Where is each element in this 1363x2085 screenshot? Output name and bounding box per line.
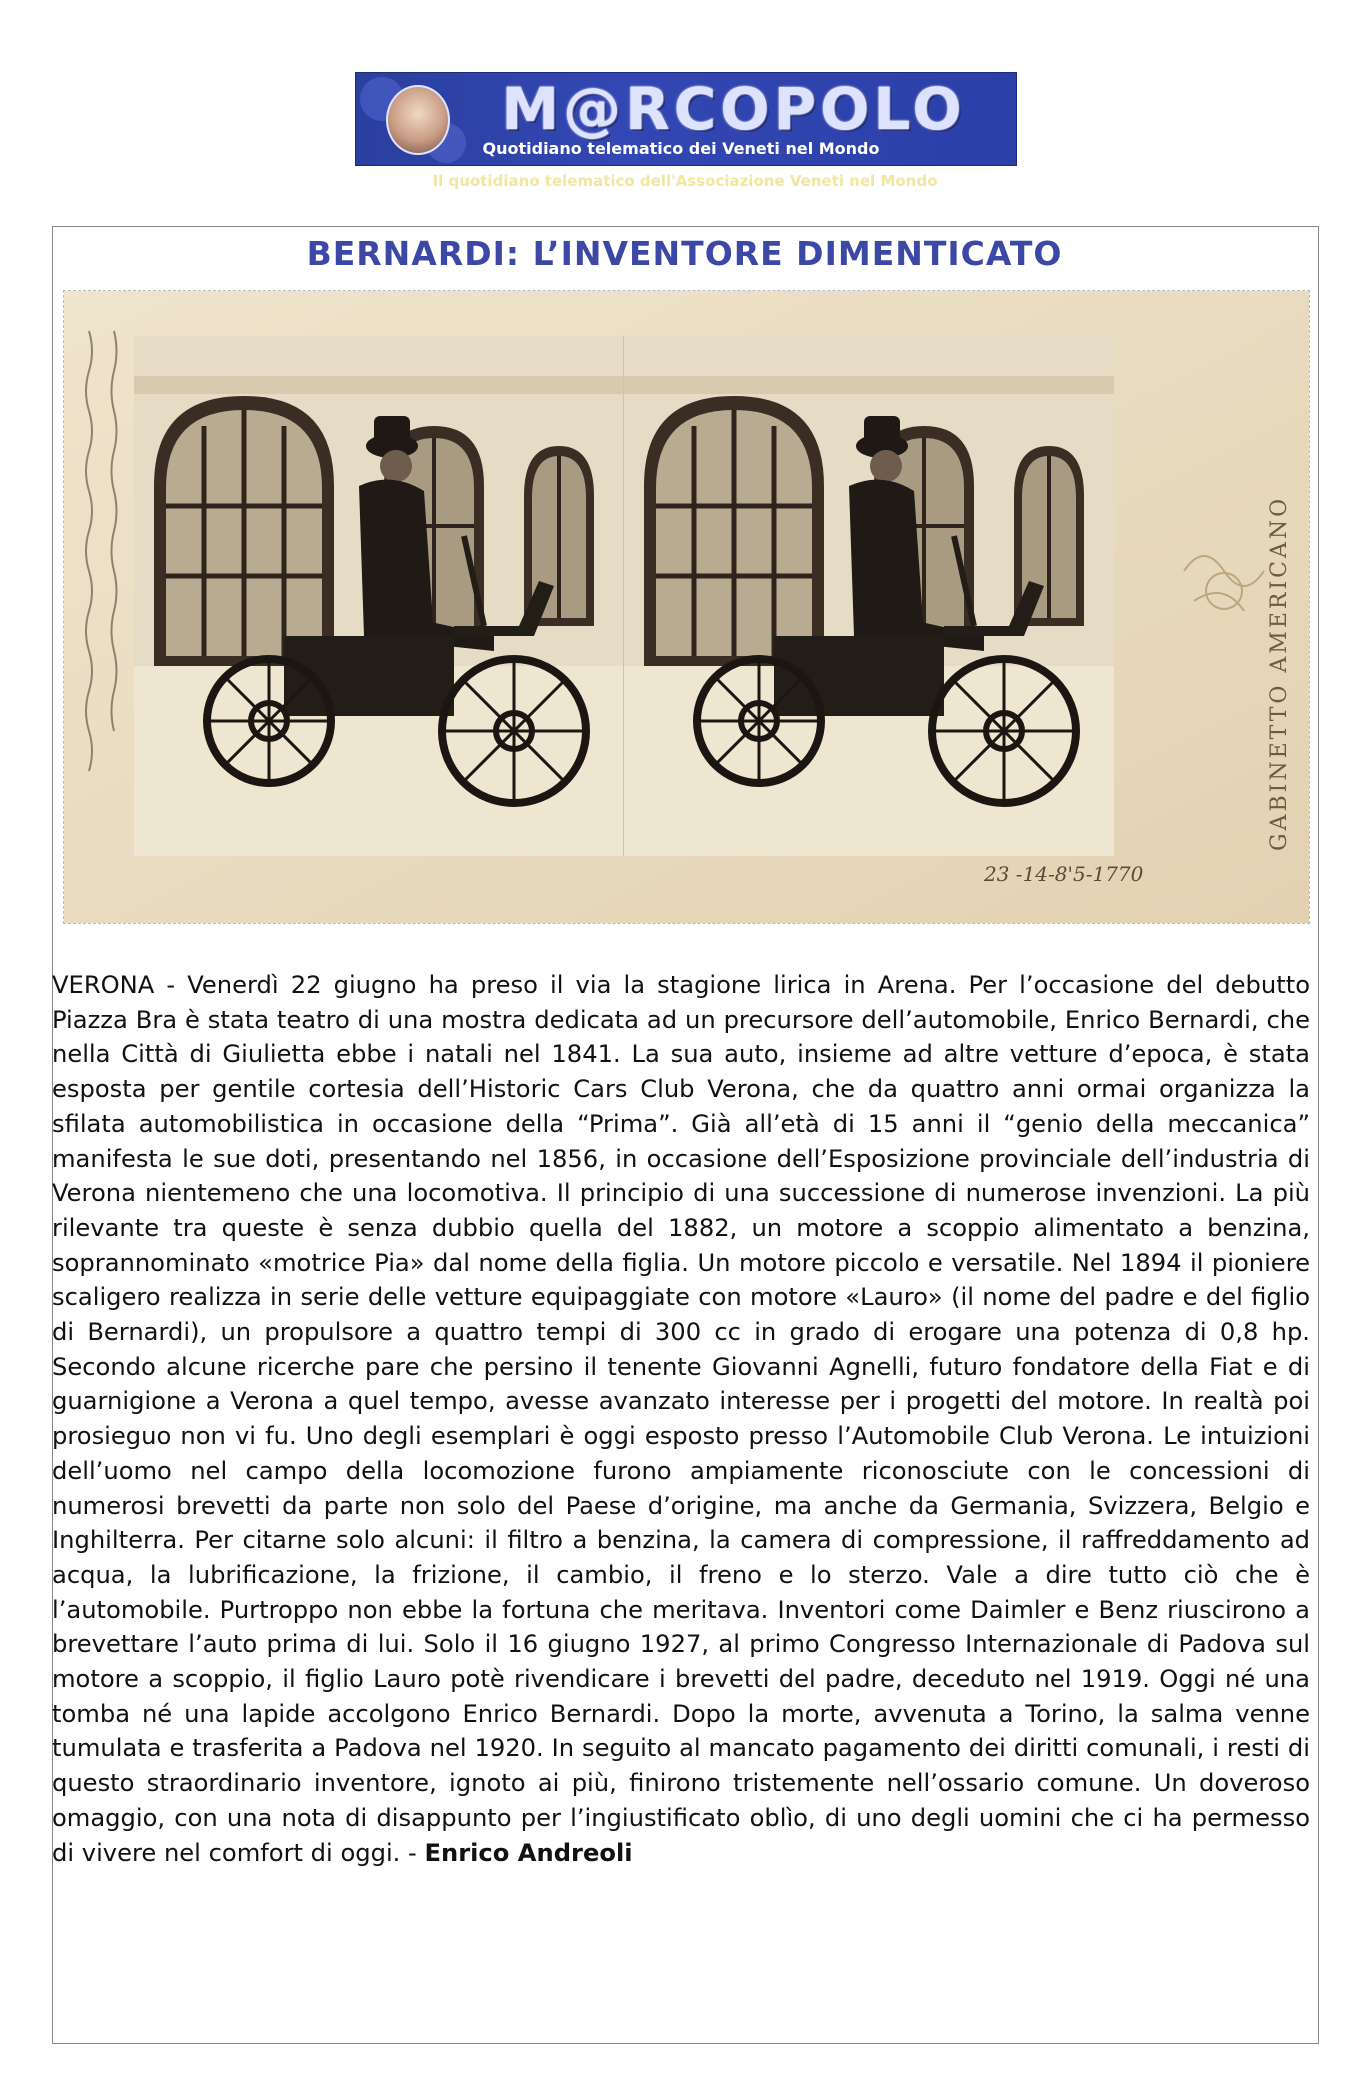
article-title: BERNARDI: L’INVENTORE DIMENTICATO	[306, 234, 1063, 273]
article-author: Enrico Andreoli	[424, 1838, 633, 1867]
stereo-photograph	[63, 290, 1310, 924]
photo-side-caption: GABINETTO AMERICANO	[1267, 495, 1292, 851]
avatar	[386, 85, 450, 155]
masthead-logo: M@RCOPOLO	[501, 75, 966, 143]
masthead-banner	[355, 72, 1017, 166]
photograph-illustration	[64, 291, 1309, 923]
article-body	[52, 968, 1310, 1870]
masthead-tagline: Quotidiano telematico dei Veneti nel Mondo	[482, 139, 880, 158]
photo-bottom-note: 23 -14-8'5-1770	[984, 862, 1144, 886]
masthead-subtagline: Il quotidiano telematico dell'Associazione Veneti nel Mondo	[432, 172, 938, 190]
article-text: VERONA - Venerdì 22 giugno ha preso il via la stagione lirica in Arena. Per l’occasione del debutto Piazza Bra è stata teatro di una mostra dedicata ad un precursore dell’automobile, Enrico Bernardi, che nella Città di Giulietta ebbe i natali nel 1841. La sua auto, insieme ad altre vetture d’epoca, è stata esposta per gentile cortesia dell’Historic Cars Club Verona, che da quattro anni ormai organizza la sfilata automobilistica in occasione della “Prima”. Già all’età di 15 anni il “genio della meccanica” manifesta le sue doti, presentando nel 1856, in occasione dell’Esposizione provinciale dell’industria di Verona nientemeno che una locomotiva. Il principio di una successione di numerose invenzioni. La più rilevante tra queste è senza dubbio quella del 1882, un motore a scoppio alimentato a benzina, soprannominato «motrice Pia» dal nome della figlia. Un motore piccolo e versatile. Nel 1894 il pioniere scaligero realizza in serie delle vetture equipaggiate con motore «Lauro» (il nome del padre e del figlio di Bernardi), un propulsore a quattro tempi di 300 cc in grado di erogare una potenza di 0,8 hp. Secondo alcune ricerche pare che persino il tenente Giovanni Agnelli, futuro fondatore della Fiat e di guarnigione a Verona a quel tempo, avesse avanzato interesse per i progetti del motore. In realtà poi prosieguo non vi fu. Uno degli esemplari è oggi esposto presso l’Automobile Club Verona. Le intuizioni dell’uomo nel campo della locomozione furono ampiamente riconosciute con le concessioni di numerosi brevetti da parte non solo del Paese d’origine, ma anche da Germania, Svizzera, Belgio e Inghilterra. Per citarne solo alcuni: il filtro a benzina, la camera di compressione, il raffreddamento ad acqua, la lubrificazione, la frizione, il cambio, il freno e lo sterzo. Vale a dire tutto ciò che è l’automobile. Purtroppo non ebbe la fortuna che meritava. Inventori come Daimler e Benz riuscirono a brevettare l’auto prima di lui. Solo il 16 giugno 1927, al primo Congresso Internazionale di Padova sul motore a scoppio, il figlio Lauro potè rivendicare i brevetti del padre, deceduto nel 1919. Oggi né una tomba né una lapide accolgono Enrico Bernardi. Dopo la morte, avvenuta a Torino, la salma venne tumulata e trasferita a Padova nel 1920. In seguito al mancato pagamento dei diritti comunali, i resti di questo straordinario inventore, ignoto ai più, finirono tristemente nell’ossario comune. Un doveroso omaggio, con una nota di disappunto per l’ingiustificato oblìo, di uno degli uomini che ci ha permesso di vivere nel comfort di oggi. -	[52, 971, 1310, 1867]
